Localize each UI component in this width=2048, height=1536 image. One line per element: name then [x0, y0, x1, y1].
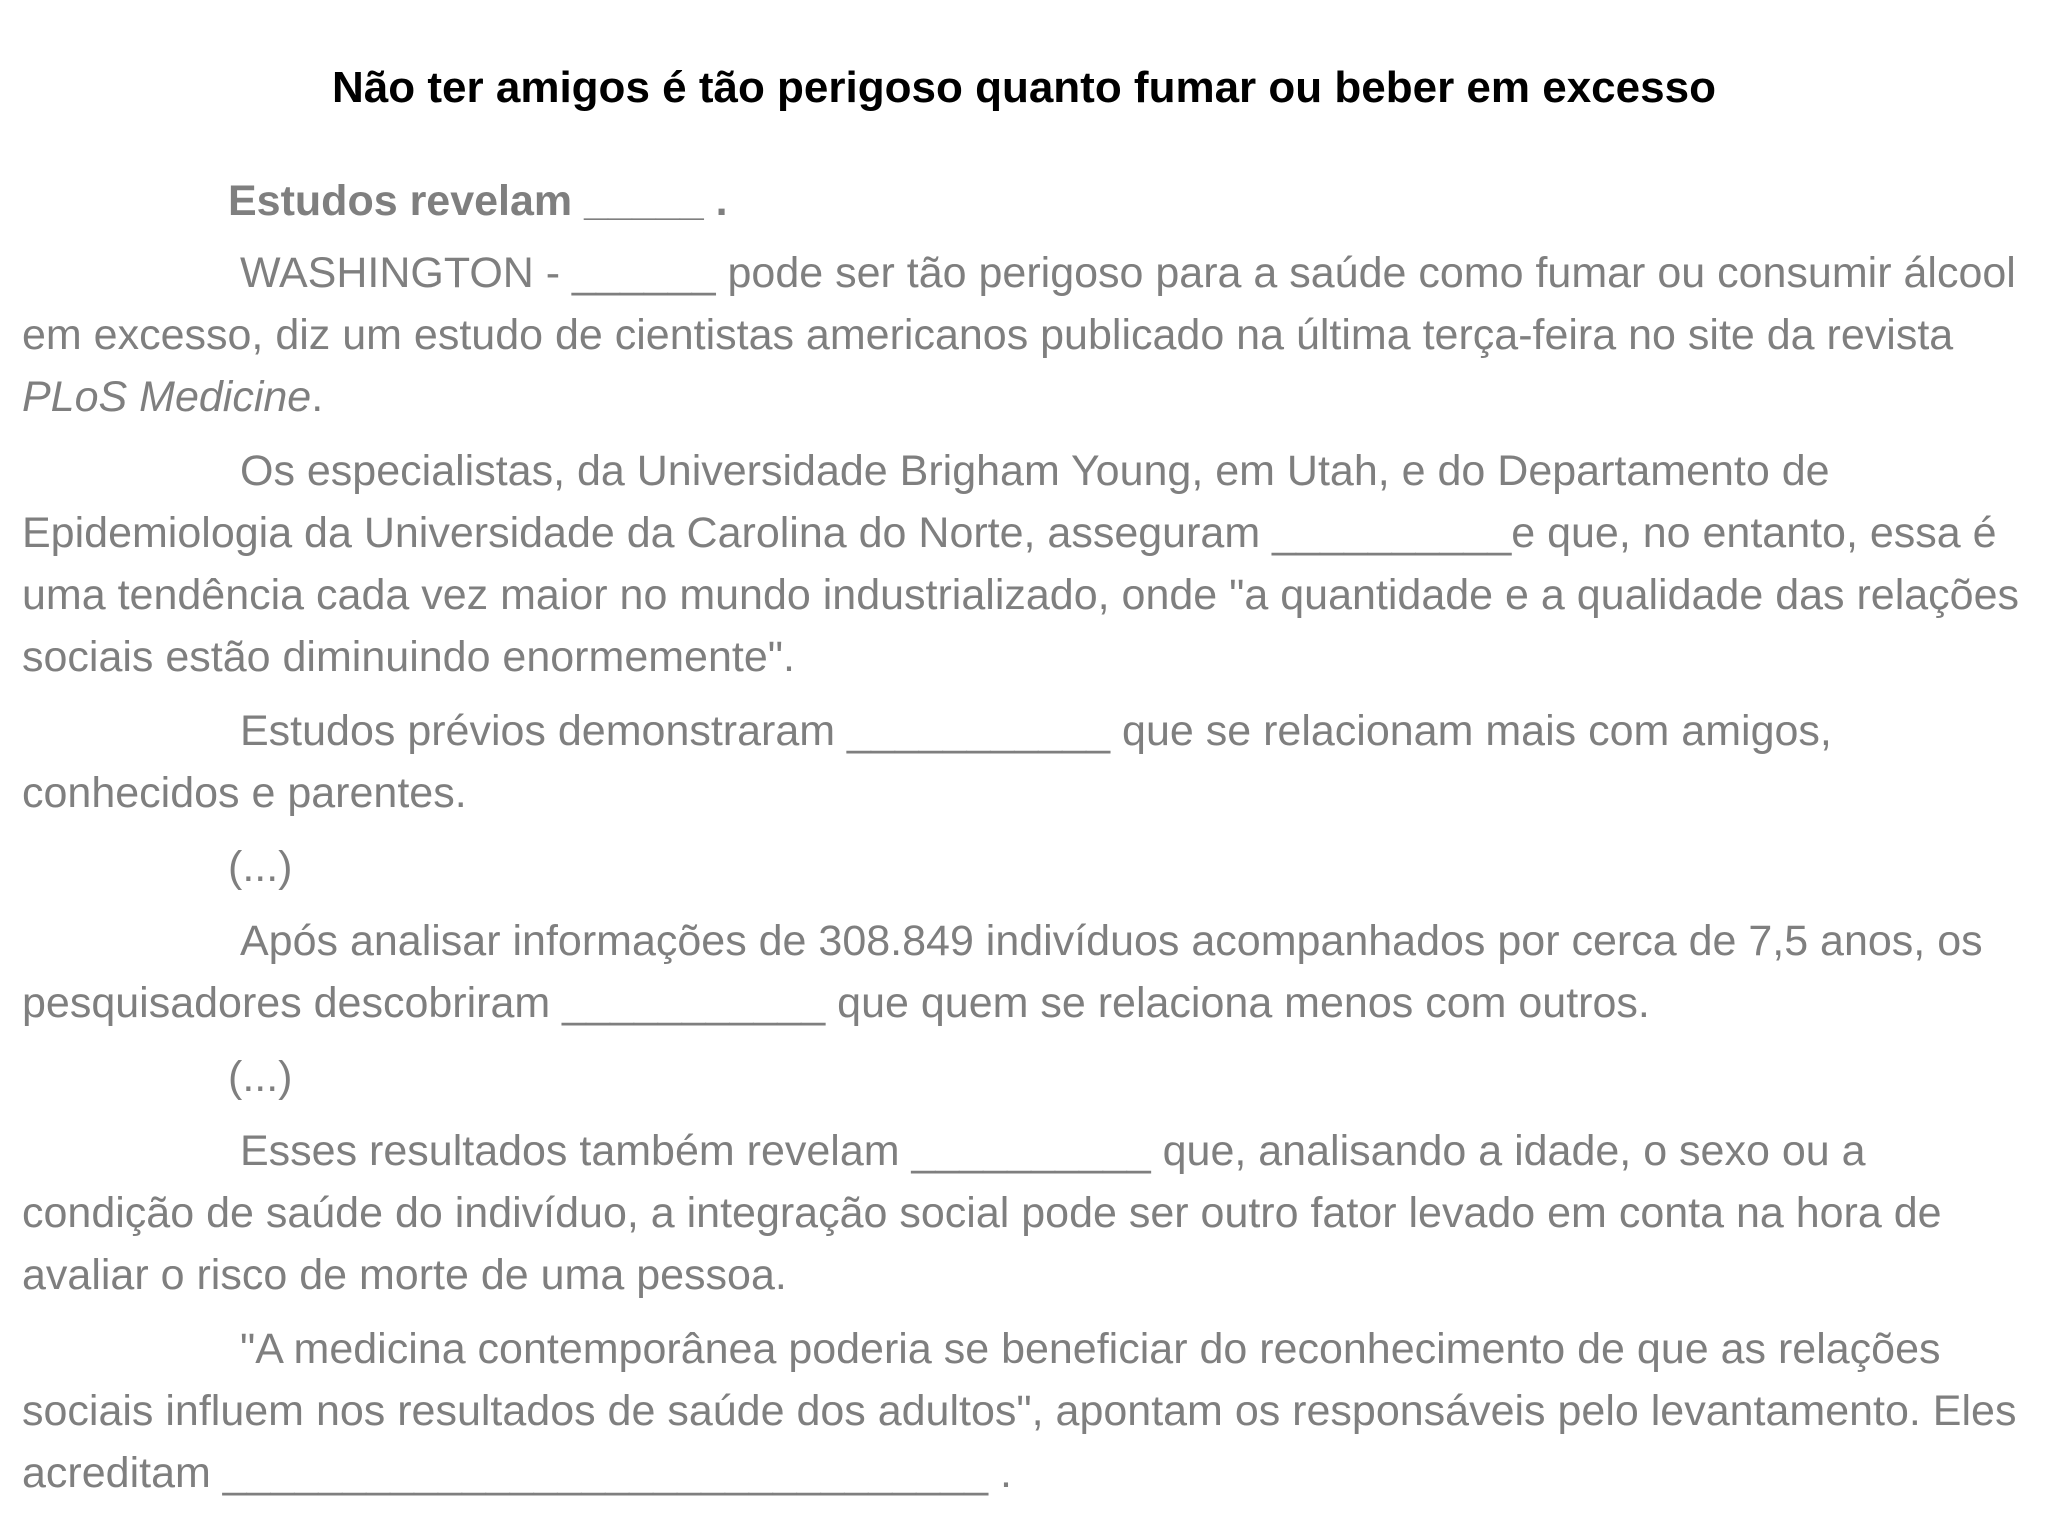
article-body: [22, 170, 2032, 1516]
journal-name: PLoS Medicine: [22, 373, 312, 421]
slide-title: Não ter amigos é tão perigoso quanto fumar ou beber em excesso: [332, 63, 1716, 112]
paragraph-1-text: WASHINGTON - ______ pode ser tão perigoso para a saúde como fumar ou consumir álcool em excesso, diz um estudo de cientistas americanos publicado na última terça-feira no site da revista: [22, 249, 2016, 359]
ellipsis-1: (...): [228, 843, 293, 891]
paragraph-1: [22, 242, 2032, 428]
paragraph-1-end: .: [311, 373, 324, 421]
paragraph-3: Estudos prévios demonstraram ___________ que se relacionam mais com amigos, conhecidos e parentes.: [22, 707, 1832, 817]
paragraph-6: "A medicina contemporânea poderia se beneficiar do reconhecimento de que as relações sociais influem nos resultados de saúde dos adultos", apontam os responsáveis pelo levantamento. Eles acreditam ________________________________ .: [22, 1325, 2017, 1497]
ellipsis-2: (...): [228, 1053, 293, 1101]
paragraph-2: Os especialistas, da Universidade Brigham Young, em Utah, e do Departamento de Epidemiologia da Universidade da Carolina do Norte, asseguram __________e que, no entanto, essa é uma tendência cada vez maior no mundo industrializado, onde "a quantidade e a qualidade das relações sociais estão diminuindo enormemente".: [22, 447, 2020, 681]
paragraph-5: Esses resultados também revelam __________ que, analisando a idade, o sexo ou a condição de saúde do indivíduo, a integração social pode ser outro fator levado em conta na hora de avaliar o risco de morte de uma pessoa.: [22, 1127, 1942, 1299]
lead-sentence: Estudos revelam _____ .: [228, 177, 728, 225]
paragraph-4: Após analisar informações de 308.849 indivíduos acompanhados por cerca de 7,5 anos, os pesquisadores descobriram ___________ que quem se relaciona menos com outros.: [22, 917, 1983, 1027]
